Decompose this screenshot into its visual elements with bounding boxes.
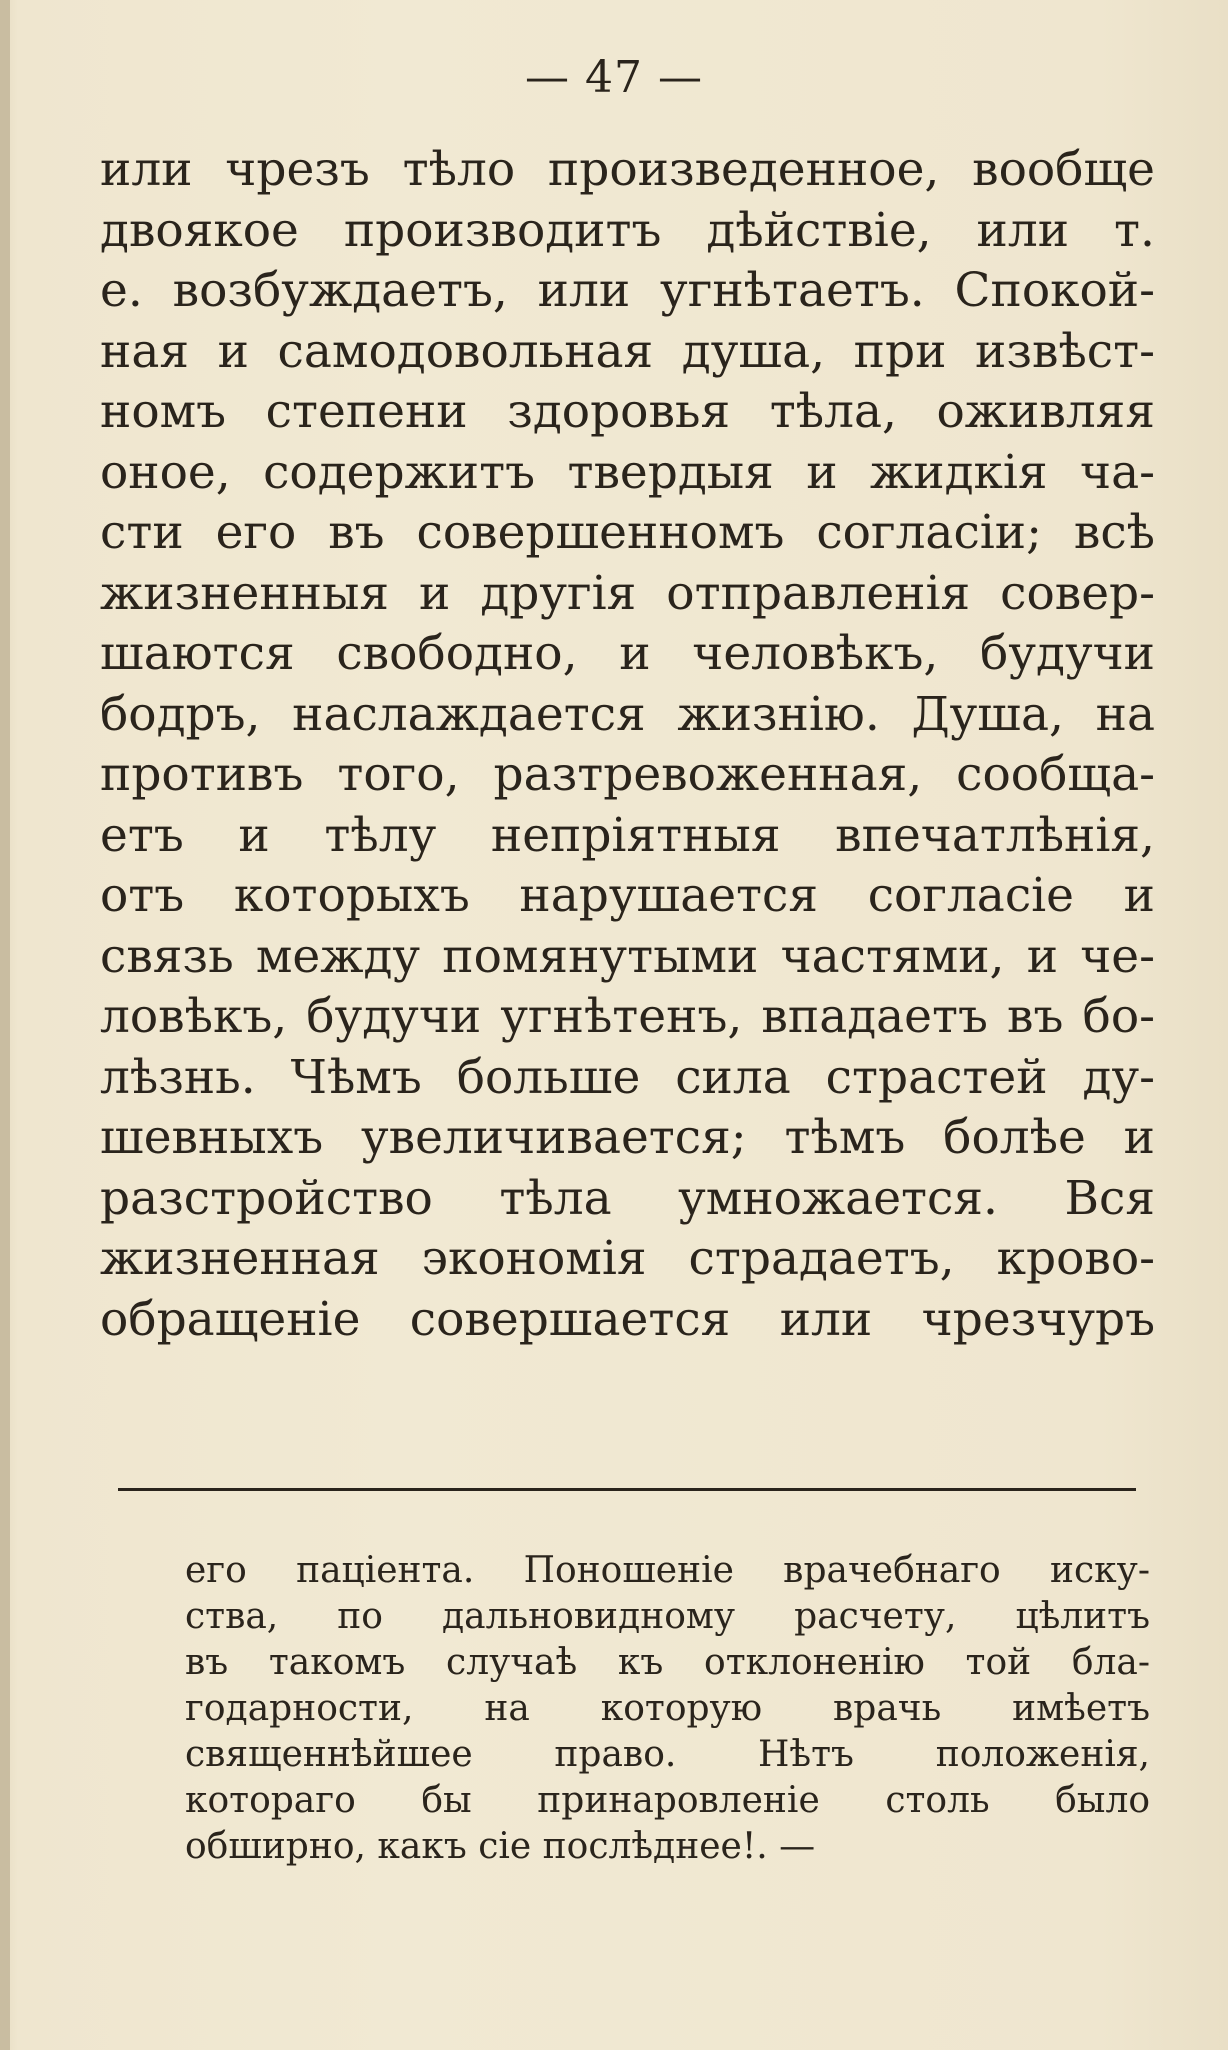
text-line: обращеніе совершается или чрезчуръ — [100, 1291, 1155, 1347]
footnote-line: годарности, на которую врачь имѣетъ — [185, 1688, 1150, 1729]
footnote-line: въ такомъ случаѣ къ отклоненію той бла- — [185, 1642, 1150, 1683]
text-line: етъ и тѣлу непріятныя впечатлѣнія, — [100, 807, 1155, 863]
text-line: номъ степени здоровья тѣла, оживляя — [100, 384, 1155, 439]
footnote-line: ства, по дальновидному расчету, цѣлитъ — [185, 1596, 1150, 1637]
text-line: сти его въ совершенномъ согласіи; всѣ — [100, 505, 1155, 560]
footnote-line: обширно, какъ сіе послѣднее!. — — [185, 1826, 816, 1867]
text-line: или чрезъ тѣло произведенное, вообще — [100, 142, 1155, 197]
text-line: отъ которыхъ нарушается согласіе и — [100, 868, 1155, 923]
text-line: жизненныя и другія отправленія совер- — [100, 565, 1155, 621]
text-line: противъ того, разтревоженная, сообща- — [100, 747, 1155, 802]
text-line: е. возбуждаетъ, или угнѣтаетъ. Спокой- — [100, 263, 1155, 318]
text-line: разстройство тѣла умножается. Вся — [100, 1170, 1155, 1226]
text-line: оное, содержитъ твердыя и жидкія ча- — [100, 444, 1155, 500]
text-line: жизненная экономія страдаетъ, крово- — [100, 1231, 1155, 1286]
text-line: шевныхъ увеличивается; тѣмъ болѣе и — [100, 1110, 1155, 1165]
footnote-line: священнѣйшее право. Нѣтъ положенія, — [185, 1734, 1150, 1775]
text-line: бодръ, наслаждается жизнію. Душа, на — [100, 686, 1155, 742]
footnote-line: котораго бы принаровленіе столь было — [185, 1780, 1150, 1821]
text-line: ная и самодовольная душа, при извѣст- — [100, 323, 1155, 379]
text-line: связь между помянутыми частями, и че- — [100, 928, 1155, 984]
main-text-block — [100, 140, 1155, 1350]
footnote-divider — [118, 1488, 1136, 1491]
text-line: шаются свободно, и человѣкъ, будучи — [100, 626, 1155, 681]
footnote-line: его паціента. Поношеніе врачебнаго иску- — [185, 1550, 1150, 1591]
text-line: двоякое производитъ дѣйствіе, или т. — [100, 202, 1155, 258]
text-line: ловѣкъ, будучи угнѣтенъ, впадаетъ въ бо- — [100, 989, 1155, 1044]
footnote-block — [185, 1548, 1150, 1870]
page-number: — 47 — — [525, 52, 703, 103]
page-spine-edge — [0, 0, 10, 2050]
text-line: лѣзнь. Чѣмъ больше сила страстей ду- — [100, 1049, 1155, 1105]
